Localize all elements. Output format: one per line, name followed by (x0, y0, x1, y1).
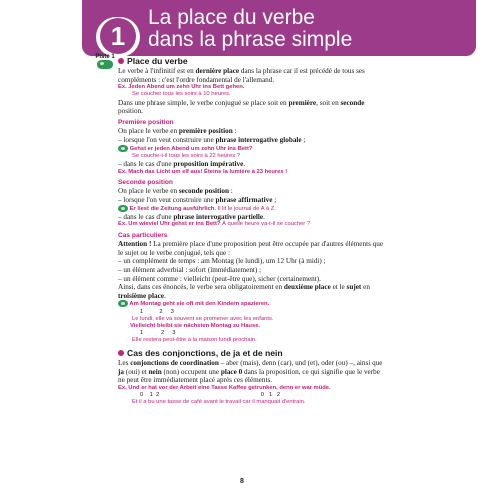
example-german: Vielleicht bleibt sie nächsten Montag zu Hause. (130, 322, 261, 329)
example-imperative: Ex. Mach das Licht um elf aus! Éteins la lumière à 23 heures ! (118, 168, 288, 175)
example-french: Le lundi, elle va souvent se promener avec les enfants. (132, 315, 274, 322)
chapter-number: 1 (100, 18, 136, 54)
example-french: Elle restera peut-être à la maison lundi prochain. (132, 337, 257, 343)
list-item: – dans le cas d'une phrase interrogative partielle. (118, 212, 265, 221)
cd-icon (97, 60, 113, 69)
bullet-icon (118, 350, 124, 356)
paragraph: On place le verbe en première position : (118, 127, 237, 136)
paragraph: Les conjonctions de coordination – aber (mais), denn (car), und (et), oder (ou) –, ainsi que ja (oui) et nein (non) occupent une place 0 dans la proposition, ce qui signifie que le verbe ne peut être immédiatement placé après ces éléments. (118, 359, 383, 385)
example-german: Er liest die Zeitung ausführlich. Il lit le journal de A à Z. (118, 205, 388, 213)
subheading-particuliers: Cas particuliers (118, 231, 168, 239)
list-item: – un élément comme : vielleicht (peut-être que), sicher (certainement). (118, 274, 321, 283)
paragraph: Ainsi, dans ces énoncés, le verbe sera obligatoirement en deuxième place et le sujet en troisième place. (118, 283, 370, 300)
paragraph: Attention ! La première place d'une proposition peut être occupée par d'autres éléments que le sujet ou le verbe conjugué, tels que : (118, 240, 384, 257)
paragraph: Le verbe à l'infinitif est en dernière place dans la phrase car il est précédé de tous ses compléments : c'est l'ordre fondamental de l'allemand. (118, 67, 365, 84)
title-line-2: dans la phrase simple (148, 28, 353, 51)
section-title-place: Place du verbe (118, 56, 388, 67)
example-german: Am Montag geht sie oft mit den Kindern spazieren. (118, 300, 388, 308)
position-numbers: 0 1 2 0 1 2 (140, 392, 281, 399)
position-numbers: 1 2 3 (140, 330, 176, 336)
cd-icon (118, 145, 128, 152)
example-french: Se coucher tous les soirs à 10 heures. (132, 91, 231, 98)
example-german: Ex. Und er hat vor der Arbeit eine Tasse Kaffee getrunken, denn er war müde. (118, 384, 331, 391)
list-item: – lorsque l'on veut construire une phrase affirmative ; (118, 195, 277, 204)
example-french: Et il a bu une tasse de café avant le travail car il manquait d'entrain. (132, 399, 306, 406)
subheading-premiere: Première position (118, 118, 174, 126)
example-question: Ex. Um wieviel Uhr gehst er ins Bett? À quelle heure va-t-il se coucher ? (118, 221, 311, 228)
piste-label: Piste 1 (95, 54, 115, 60)
paragraph: Dans une phrase simple, le verbe conjugué se place soit en première, soit en seconde position. (118, 98, 365, 116)
paragraph: On place le verbe en seconde position : (118, 187, 233, 196)
list-item: – un complément de temps : am Montag (le lundi), um 12 Uhr (à midi) ; (118, 257, 326, 266)
audio-track-label (95, 54, 115, 69)
cd-icon (118, 300, 128, 307)
cd-icon (118, 205, 128, 212)
example-french: Se couche-t-il tous les soirs à 22 heures ? (132, 152, 240, 159)
section-title-conjonctions: Cas des conjonctions, de ja et de nein (118, 348, 388, 359)
title-line-1: La place du verbe (148, 6, 315, 29)
page-title (148, 7, 352, 51)
list-item: – un élément adverbial : sofort (immédiatement) ; (118, 265, 262, 274)
list-item: – dans le cas d'une proposition impérative. (118, 160, 246, 168)
example-german: Gehst er jeden Abend um zehn Uhr ins Bett? (118, 145, 388, 153)
page-number: 8 (240, 478, 244, 485)
main-content (118, 56, 388, 406)
example-german: Ex. Jeden Abend um zehn Uhr ins Bett gehen. (118, 84, 245, 91)
list-item: – lorsque l'on veut construire une phrase interrogative globale ; (118, 135, 306, 144)
bullet-icon (118, 58, 124, 64)
subheading-seconde: Seconde position (118, 178, 173, 186)
position-numbers: 1 2 3 (140, 308, 174, 315)
